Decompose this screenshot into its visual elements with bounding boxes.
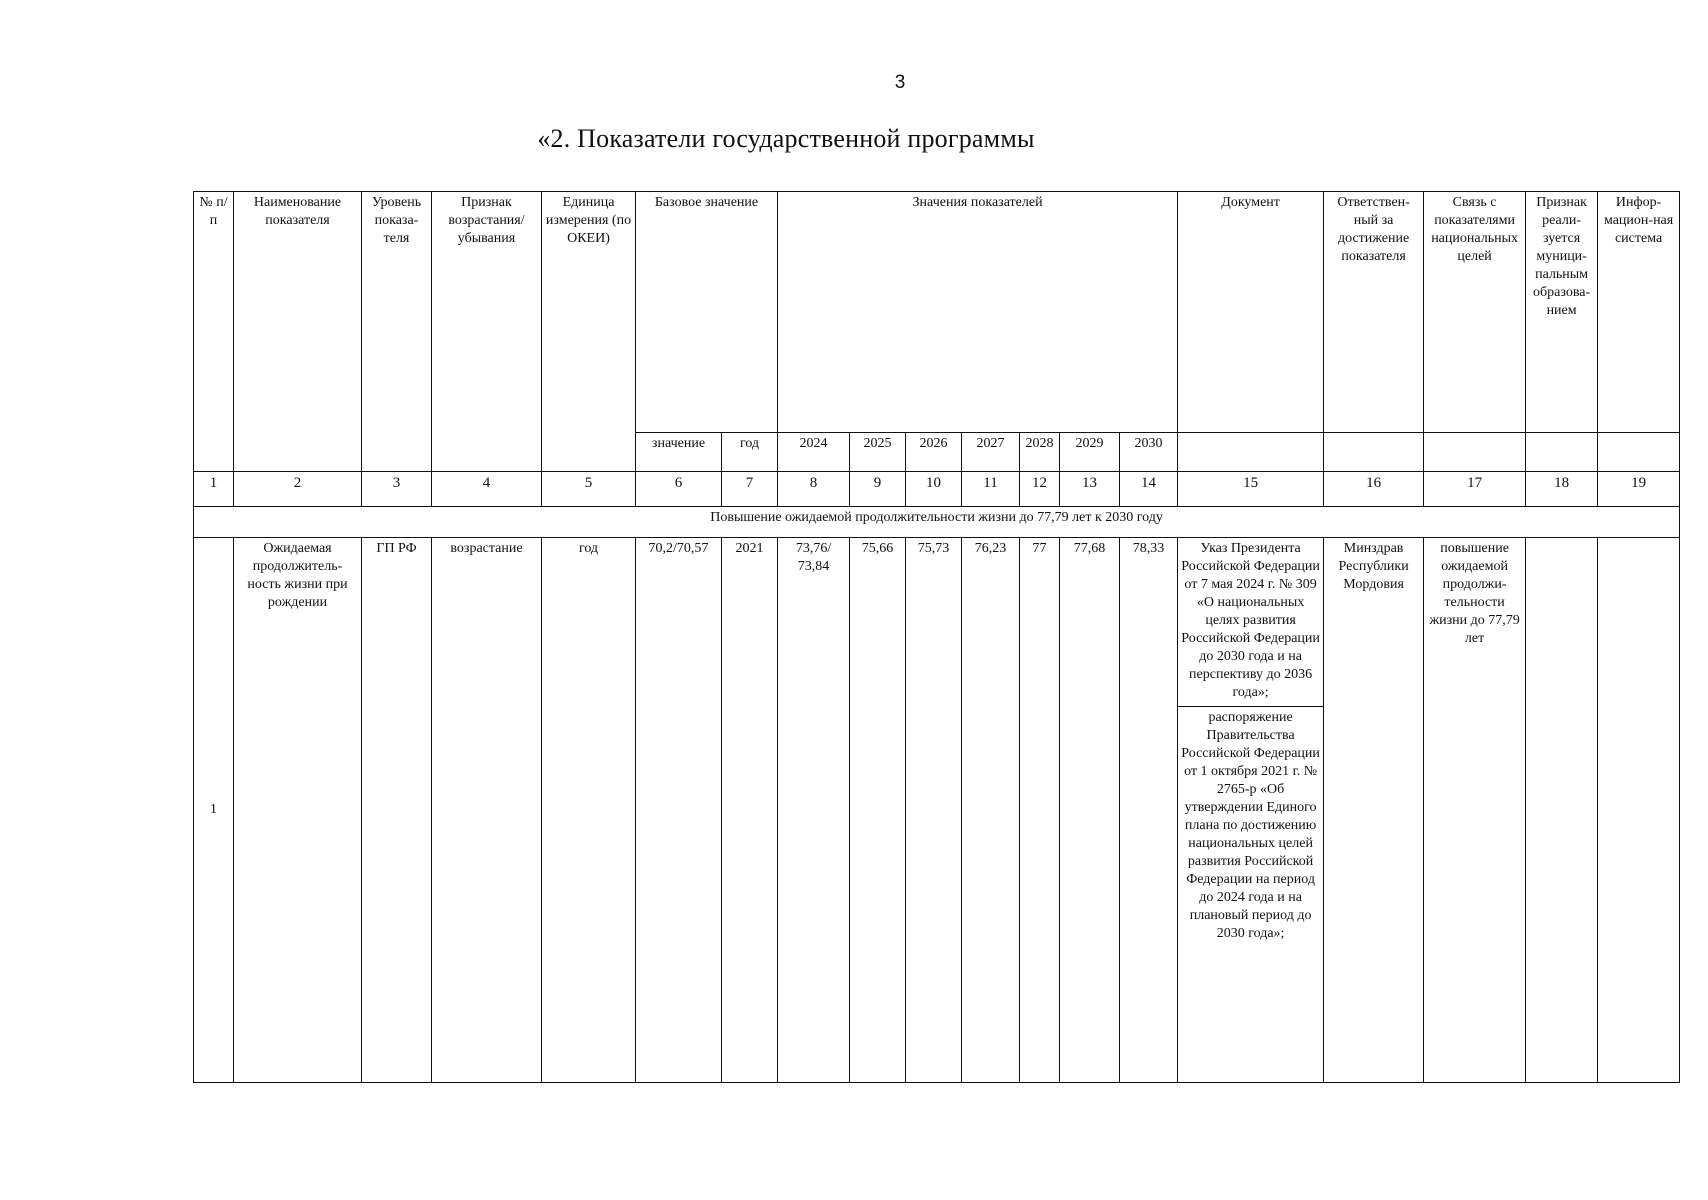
page-title: «2. Показатели государственной программы — [537, 124, 1035, 153]
column-number: 9 — [850, 472, 906, 507]
value-2024: 73,76/ 73,84 — [778, 538, 850, 1083]
column-number: 8 — [778, 472, 850, 507]
indicator-unit: год — [542, 538, 636, 1083]
subheader-base-value: значение — [636, 433, 722, 472]
header-row — [194, 192, 1680, 433]
header-resp: Ответствен-ный за достижение показателя — [1324, 192, 1424, 433]
column-number: 2 — [234, 472, 362, 507]
column-number: 3 — [362, 472, 432, 507]
subheader-year: 2026 — [906, 433, 962, 472]
value-2027: 76,23 — [962, 538, 1020, 1083]
responsible: Минздрав Республики Мордовия — [1324, 538, 1424, 1083]
header-values: Значения показателей — [778, 192, 1178, 433]
value-2026: 75,73 — [906, 538, 962, 1083]
column-number: 11 — [962, 472, 1020, 507]
column-number: 6 — [636, 472, 722, 507]
indicator-sign: возрастание — [432, 538, 542, 1083]
subheader-base-year: год — [722, 433, 778, 472]
column-number: 1 — [194, 472, 234, 507]
column-number: 18 — [1526, 472, 1598, 507]
subheader-year: 2030 — [1120, 433, 1178, 472]
page-number: 3 — [894, 72, 906, 93]
header-name: Наименование показателя — [234, 192, 362, 472]
subheader-year: 2029 — [1060, 433, 1120, 472]
header-num: № п/п — [194, 192, 234, 472]
column-number: 4 — [432, 472, 542, 507]
column-number: 12 — [1020, 472, 1060, 507]
header-sign: Признак возрастания/ убывания — [432, 192, 542, 472]
header-level: Уровень показа-теля — [362, 192, 432, 472]
indicator-level: ГП РФ — [362, 538, 432, 1083]
subheader-year: 2025 — [850, 433, 906, 472]
goal-row — [194, 507, 1680, 538]
document-cell — [1178, 538, 1324, 1083]
subheader-year: 2027 — [962, 433, 1020, 472]
subheader-blank — [1526, 433, 1598, 472]
column-number: 10 — [906, 472, 962, 507]
municipal-sign — [1526, 538, 1598, 1083]
value-2028: 77 — [1020, 538, 1060, 1083]
indicator-name: Ожидаемая продолжитель-ность жизни при рождении — [234, 538, 362, 1083]
value-2025: 75,66 — [850, 538, 906, 1083]
column-number: 17 — [1424, 472, 1526, 507]
subheader-blank — [1424, 433, 1526, 472]
column-number: 19 — [1598, 472, 1680, 507]
header-unit: Единица измерения (по ОКЕИ) — [542, 192, 636, 472]
base-value: 70,2/70,57 — [636, 538, 722, 1083]
subheader-blank — [1178, 433, 1324, 472]
subheader-blank — [1598, 433, 1680, 472]
header-base: Базовое значение — [636, 192, 778, 433]
column-number: 16 — [1324, 472, 1424, 507]
row-number: 1 — [194, 538, 234, 1083]
subheader-year: 2024 — [778, 433, 850, 472]
column-number: 7 — [722, 472, 778, 507]
column-numbers-row — [194, 472, 1680, 507]
header-link: Связь с показателями национальных целей — [1424, 192, 1526, 433]
document-order: распоряжение Правительства Российской Федерации от 1 октября 2021 г. № 2765-р «Об утверждении Единого плана по достижению национальных целей развития Российской Федерации на период до 2024 года и на плановый период до 2030 года»; — [1181, 710, 1320, 941]
column-number: 5 — [542, 472, 636, 507]
base-year: 2021 — [722, 538, 778, 1083]
document-decree: Указ Президента Российской Федерации от 7 мая 2024 г. № 309 «О национальных целях развития Российской Федерации до 2030 года и на перспективу до 2036 года»; — [1178, 538, 1323, 707]
value-2030: 78,33 — [1120, 538, 1178, 1083]
info-system — [1598, 538, 1680, 1083]
table-row — [194, 538, 1680, 1083]
subheader-year: 2028 — [1020, 433, 1060, 472]
header-infosys: Инфор-мацион-ная система — [1598, 192, 1680, 433]
goal-text: Повышение ожидаемой продолжительности жизни до 77,79 лет к 2030 году — [194, 507, 1680, 538]
header-doc: Документ — [1178, 192, 1324, 433]
subheader-blank — [1324, 433, 1424, 472]
column-number: 13 — [1060, 472, 1120, 507]
column-number: 15 — [1178, 472, 1324, 507]
national-goal-link: повышение ожидаемой продолжи-тельности жизни до 77,79 лет — [1424, 538, 1526, 1083]
column-number: 14 — [1120, 472, 1178, 507]
value-2029: 77,68 — [1060, 538, 1120, 1083]
indicators-table — [193, 191, 1680, 1083]
header-municipal: Признак реали-зуется муници-пальным образова-нием — [1526, 192, 1598, 433]
